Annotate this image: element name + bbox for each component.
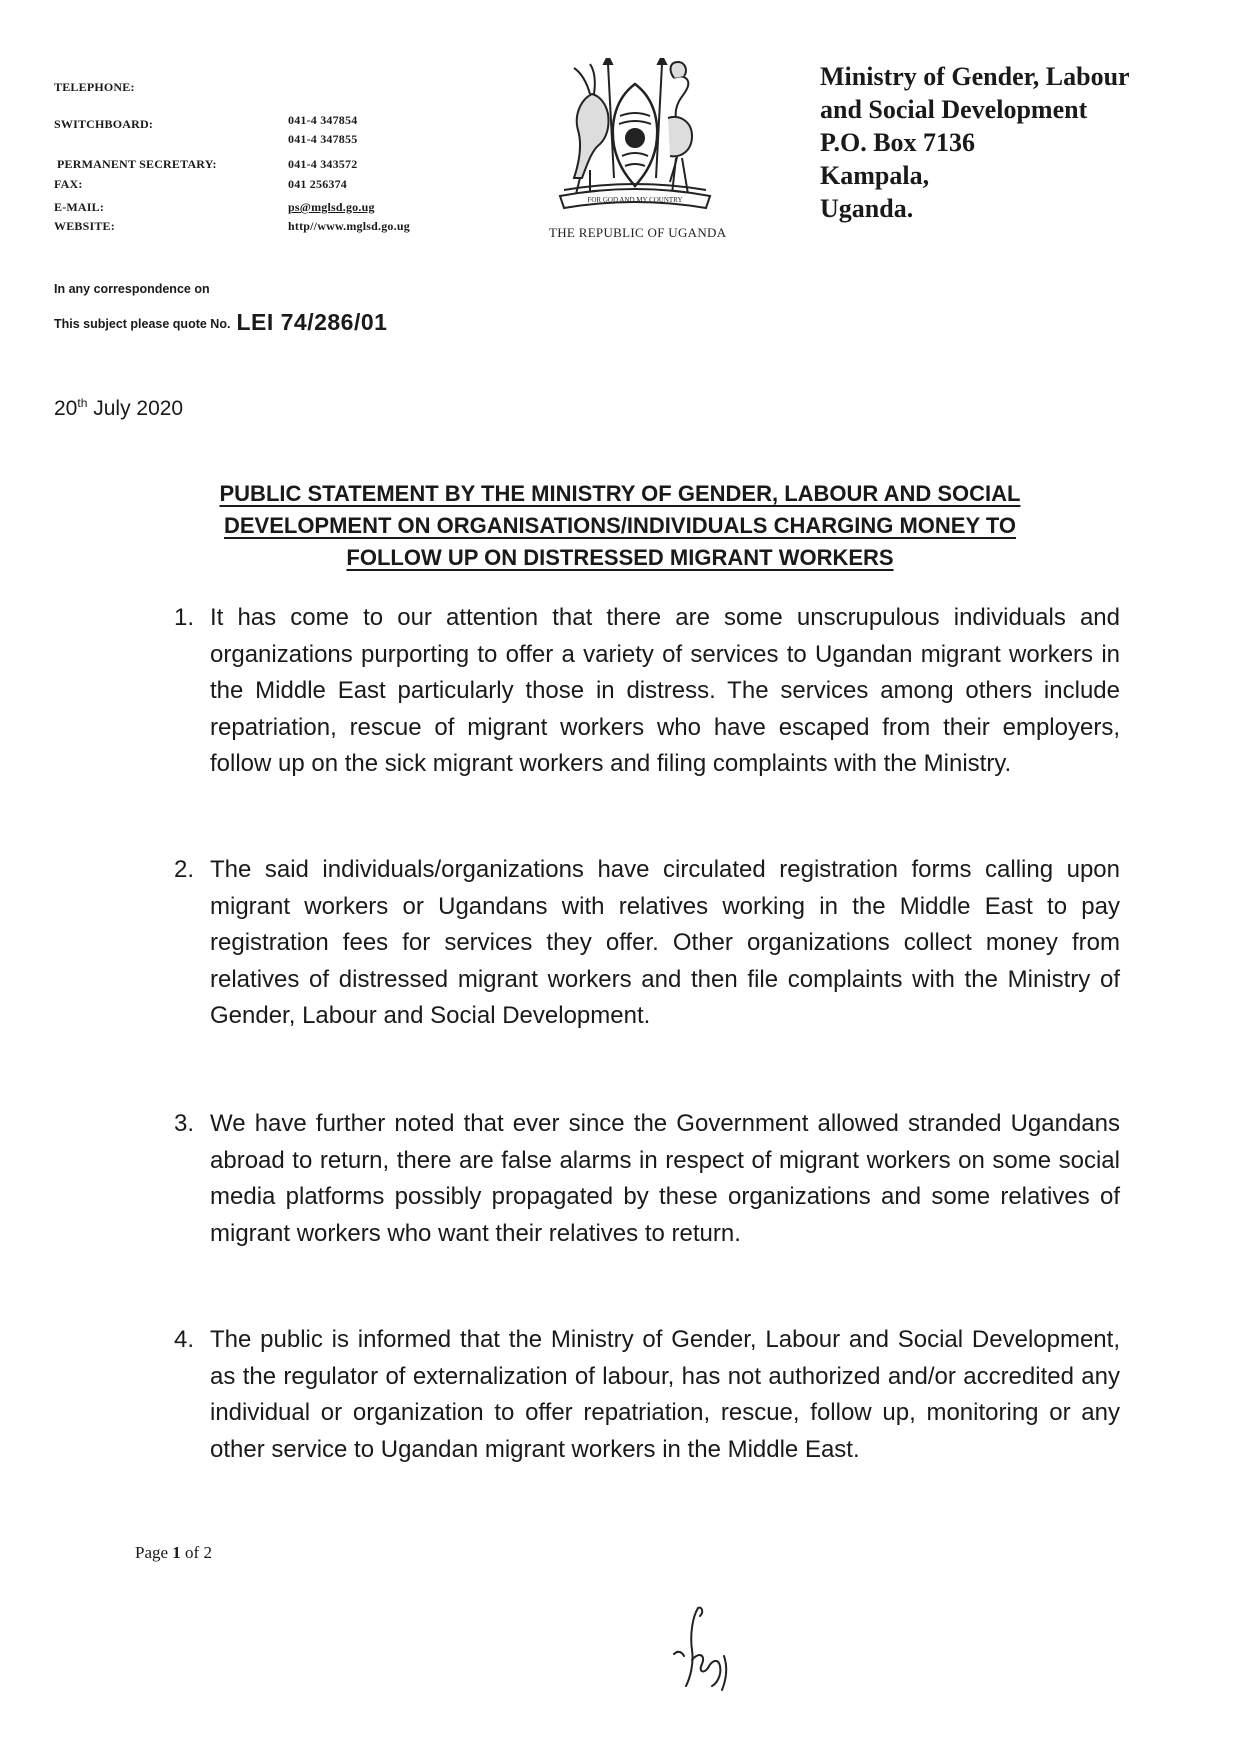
page-current: 1 — [172, 1543, 181, 1562]
ministry-address — [820, 60, 1130, 225]
fax-number: 041 256374 — [288, 177, 347, 191]
address-line: and Social Development — [820, 95, 1088, 124]
title-line: PUBLIC STATEMENT BY THE MINISTRY OF GENDER, LABOUR AND SOCIAL — [219, 481, 1021, 506]
page-prefix: Page — [135, 1543, 169, 1562]
paragraph-number: 4. — [174, 1326, 195, 1353]
website-link[interactable]: http//www.mglsd.go.ug — [288, 219, 410, 233]
date-month-year: July 2020 — [93, 397, 184, 420]
statement-title — [100, 478, 1140, 574]
title-line: FOLLOW UP ON DISTRESSED MIGRANT WORKERS — [346, 545, 894, 570]
ps-number: 041-4 343572 — [288, 157, 358, 171]
title-line: DEVELOPMENT ON ORGANISATIONS/INDIVIDUALS CHARGING MONEY TO — [223, 513, 1017, 538]
coat-of-arms-icon — [550, 58, 720, 214]
paragraph-4 — [160, 1322, 1120, 1468]
switchboard-label: SWITCHBOARD: — [54, 117, 154, 131]
reference-prompt: This subject please quote No. — [54, 317, 231, 331]
page-total: 2 — [203, 1543, 212, 1562]
switchboard-number-2: 041-4 347855 — [288, 132, 358, 146]
website-label: WEBSITE: — [54, 219, 115, 233]
page-number — [135, 1543, 212, 1563]
page-of: of — [185, 1543, 200, 1562]
email-link[interactable]: ps@mglsd.go.ug — [288, 200, 375, 214]
republic-caption: THE REPUBLIC OF UGANDA — [549, 225, 727, 240]
paragraph-number: 1. — [174, 604, 195, 631]
reference-line-2 — [54, 309, 387, 336]
address-line: Ministry of Gender, Labour — [820, 62, 1130, 91]
reference-line-1: In any correspondence on — [54, 282, 210, 296]
crest-motto: FOR GOD AND MY COUNTRY — [587, 196, 683, 204]
paragraph-number: 3. — [174, 1110, 195, 1137]
paragraph-1 — [160, 600, 1120, 783]
paragraph-2 — [160, 852, 1120, 1035]
paragraph-text: The said individuals/organizations have circulated registration forms calling upon migrant workers or Ugandans with relatives working in the Middle East to pay registration fees for services they offer. Other organizations collect money from relatives of distressed migrant workers and then file complaints with the Ministry of Gender, Labour and Social Development. — [210, 856, 1120, 1029]
signature-initials-icon — [668, 1602, 738, 1692]
letter-date — [54, 396, 183, 421]
date-suffix: th — [77, 396, 88, 410]
paragraph-number: 2. — [174, 856, 195, 883]
paragraph-text: The public is informed that the Ministry of Gender, Labour and Social Development, as the regulator of externalization of labour, has not authorized and/or accredited any individual or organization to offer repatriation, rescue, follow up, monitoring or any other service to Ugandan migrant workers in the Middle East. — [210, 1326, 1120, 1463]
address-line: P.O. Box 7136 — [820, 128, 976, 157]
email-label: E-MAIL: — [54, 200, 105, 214]
switchboard-number-1: 041-4 347854 — [288, 113, 358, 127]
date-day: 20 — [54, 397, 78, 420]
fax-label: FAX: — [54, 177, 83, 191]
telephone-label: TELEPHONE: — [54, 80, 135, 94]
paragraph-text: We have further noted that ever since the Government allowed stranded Ugandans abroad to return, there are false alarms in respect of migrant workers on some social media platforms possibly propagated by these organizations and some relatives of migrant workers who want their relatives to return. — [210, 1110, 1120, 1247]
paragraph-text: It has come to our attention that there are some unscrupulous individuals and organizations purporting to offer a variety of services to Ugandan migrant workers in the Middle East particularly those in distress. The services among others include repatriation, rescue of migrant workers who have escaped from their employers, follow up on the sick migrant workers and filing complaints with the Ministry. — [210, 604, 1120, 777]
address-line: Kampala, — [820, 161, 930, 190]
address-line: Uganda. — [820, 194, 914, 223]
reference-number: LEI 74/286/01 — [236, 309, 388, 335]
ps-label: PERMANENT SECRETARY: — [57, 157, 217, 171]
paragraph-3 — [160, 1106, 1120, 1252]
